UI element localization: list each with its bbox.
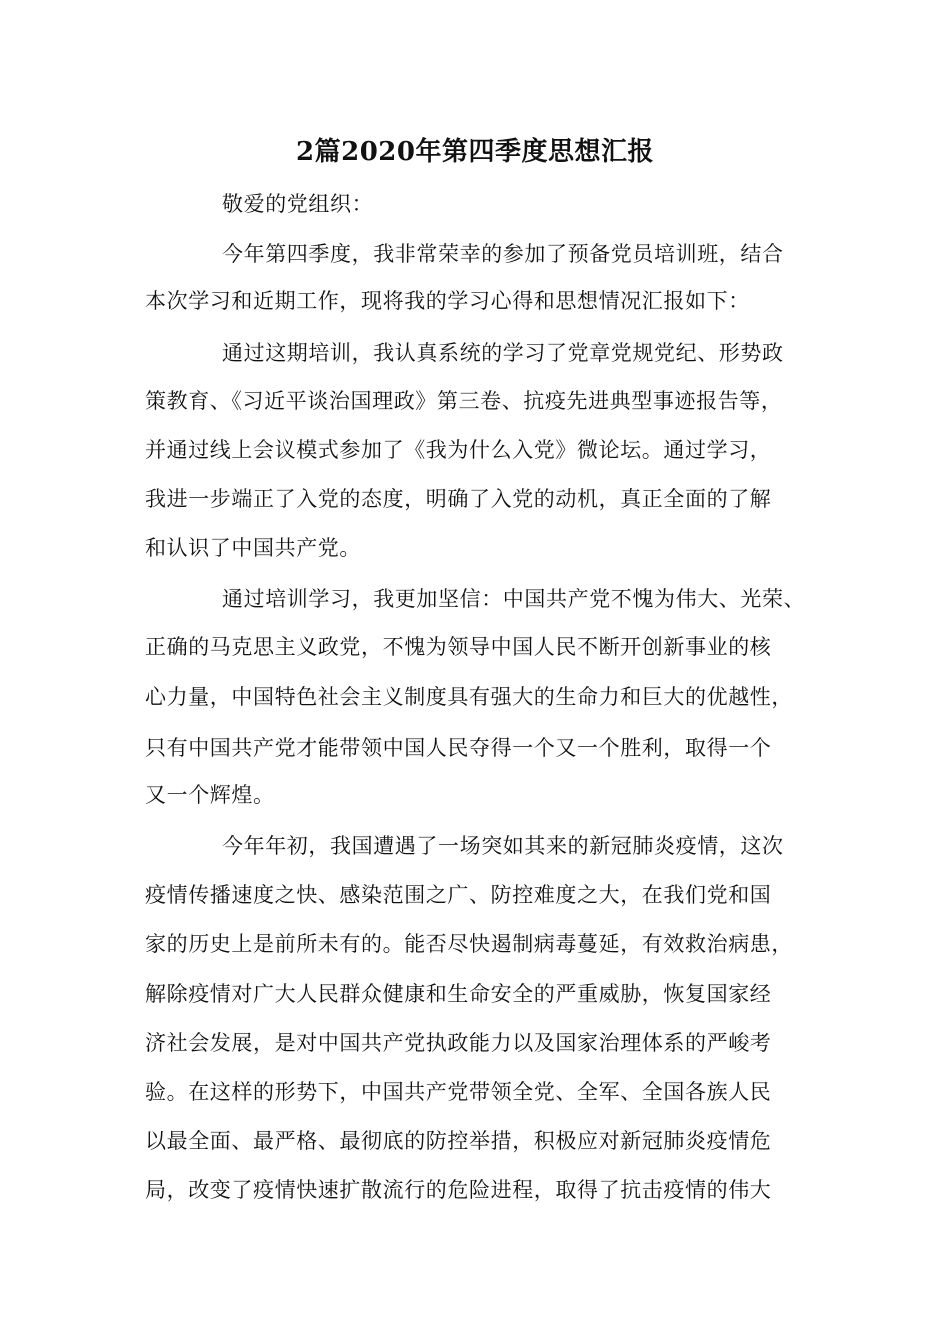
- document-title: 2篇2020年第四季度思想汇报: [296, 137, 654, 167]
- paragraph-4-line-7: 以最全面、最严格、最彻底的防控举措，积极应对新冠肺炎疫情危: [145, 1129, 772, 1153]
- paragraph-4-line-2: 疫情传播速度之快、感染范围之广、防控难度之大，在我们党和国: [145, 883, 772, 907]
- paragraph-4-line-1: 今年年初，我国遭遇了一场突如其来的新冠肺炎疫情，这次: [222, 834, 784, 858]
- paragraph-3-line-4: 只有中国共产党才能带领中国人民夺得一个又一个胜利，取得一个: [145, 736, 772, 760]
- paragraph-4-line-8: 局，改变了疫情快速扩散流行的危险进程，取得了抗击疫情的伟大: [145, 1178, 772, 1202]
- paragraph-2-line-4: 我进一步端正了入党的态度，明确了入党的动机，真正全面的了解: [145, 487, 772, 511]
- paragraph-1-line-2: 本次学习和近期工作，现将我的学习心得和思想情况汇报如下：: [145, 289, 750, 313]
- paragraph-4-line-4: 解除疫情对广大人民群众健康和生命安全的严重威胁，恢复国家经: [145, 982, 772, 1006]
- salutation: 敬爱的党组织：: [222, 192, 374, 216]
- paragraph-2-line-2: 策教育、《习近平谈治国理政》第三卷、抗疫先进典型事迹报告等，: [145, 389, 783, 413]
- paragraph-2-line-5: 和认识了中国共产党。: [145, 536, 361, 560]
- paragraph-4-line-5: 济社会发展，是对中国共产党执政能力以及国家治理体系的严峻考: [145, 1031, 772, 1055]
- paragraph-3-line-3: 心力量，中国特色社会主义制度具有强大的生命力和巨大的优越性，: [145, 685, 793, 709]
- paragraph-3-line-1: 通过培训学习，我更加坚信：中国共产党不愧为伟大、光荣、: [222, 587, 806, 611]
- paragraph-3-line-5: 又一个辉煌。: [145, 783, 275, 807]
- paragraph-2-line-1: 通过这期培训，我认真系统的学习了党章党规党纪、形势政: [222, 341, 784, 365]
- paragraph-3-line-2: 正确的马克思主义政党，不愧为领导中国人民不断开创新事业的核: [145, 635, 772, 659]
- paragraph-4-line-3: 家的历史上是前所未有的。能否尽快遏制病毒蔓延，有效救治病患，: [145, 932, 793, 956]
- paragraph-4-line-6: 验。在这样的形势下，中国共产党带领全党、全军、全国各族人民: [145, 1080, 772, 1104]
- paragraph-2-line-3: 并通过线上会议模式参加了《我为什么入党》微论坛。通过学习，: [145, 438, 772, 462]
- paragraph-1-line-1: 今年第四季度，我非常荣幸的参加了预备党员培训班，结合: [222, 242, 784, 266]
